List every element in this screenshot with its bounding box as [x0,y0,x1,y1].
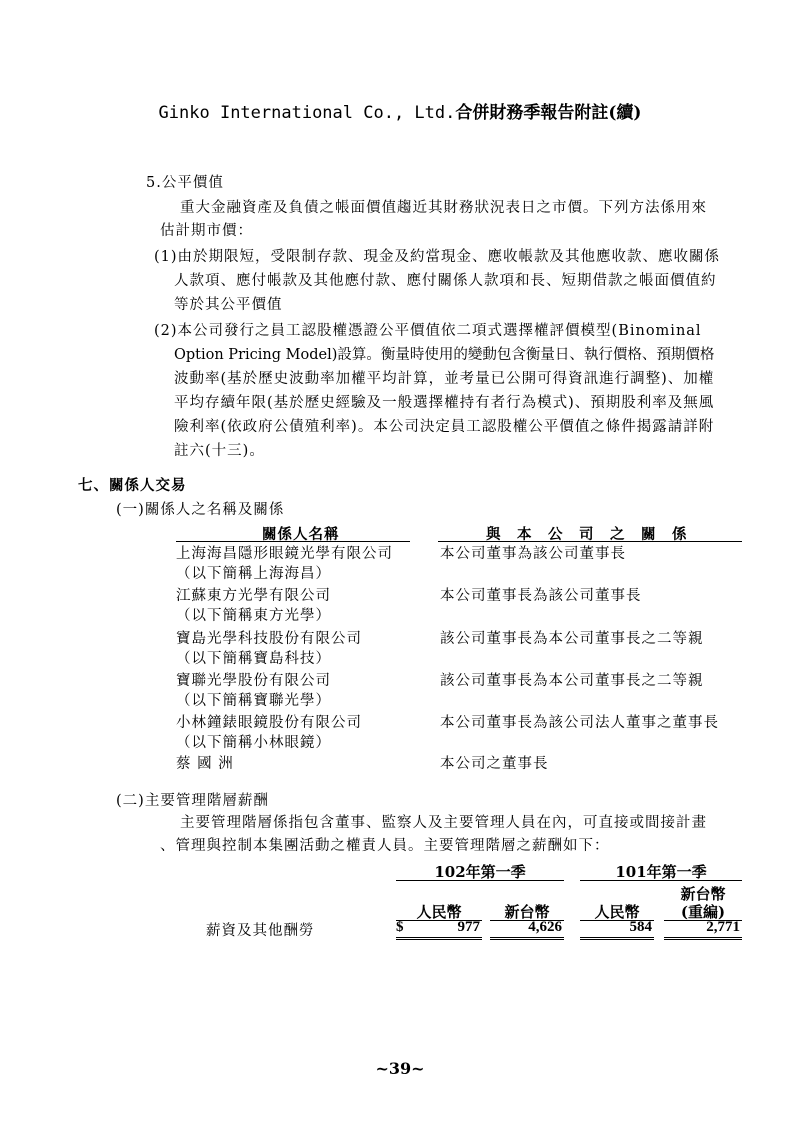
compensation-text-1: 主要管理階層係指包含董事、監察人及主要管理人員在內，可直接或間接計畫 [180,815,707,831]
related-party-name: 寶島光學科技股份有限公司 [176,631,362,647]
value-rmb-2013: 977 [457,919,480,935]
period-rule-1 [396,880,564,881]
col-header-ntd-restated-2: (重編) [680,903,726,921]
period-header-2013q1: 102年第一季 [434,863,526,881]
related-party-relation: 該公司董事長為本公司董事長之二等親 [440,631,704,647]
related-party-subheading: (一)關係人之名稱及關係 [116,502,285,518]
item1-line-1: (1)由於期限短，受限制存款、現金及約當現金、應收帳款及其他應收款、應收關係 [154,249,721,265]
col-header-name: 關係人名稱 [262,526,340,543]
col-header-rmb-1: 人民幣 [416,903,462,921]
value-ntd-2013: 4,626 [528,919,562,935]
currency-symbol: $ [396,919,404,935]
compensation-subheading: (二)主要管理階層薪酬 [116,793,269,809]
related-party-relation: 本公司之董事長 [440,756,549,772]
item2-line-6: 註六(十三)。 [174,443,265,459]
total-rule-2 [490,937,564,940]
col-header-relation: 與 本 公 司 之 關 係 [486,526,688,543]
related-party-relation: 本公司董事為該公司董事長 [440,546,626,562]
compensation-row-label: 薪資及其他酬勞 [206,923,315,939]
item1-line-2: 人款項、應付帳款及其他應付款、應付關係人款項和長、短期借款之帳面價值約 [174,273,717,289]
related-party-alias: （以下簡稱東方光學） [176,608,331,624]
item2-line-5: 險利率(依政府公債殖利率)。本公司決定員工認股權公平價值之條件揭露請詳附 [174,419,715,435]
col-header-ntd-restated-1: 新台幣 [680,885,726,903]
related-party-name: 寶聯光學股份有限公司 [176,673,331,689]
related-party-relation: 本公司董事長為該公司董事長 [440,588,642,604]
related-party-alias: （以下簡稱寶聯光學） [176,693,331,709]
fair-value-heading: 5.公平價值 [146,175,224,191]
page-header [0,98,800,123]
value-rmb-2012: 584 [629,919,652,935]
item2-line-4: 平均存續年限(基於歷史經驗及一般選擇權持有者行為模式)、預期股利率及無風 [174,395,715,411]
related-party-heading: 七、關係人交易 [78,477,187,494]
fair-value-intro-1: 重大金融資產及負債之帳面價值趨近其財務狀況表日之市價。下列方法係用來 [180,200,707,216]
compensation-text-2: 、管理與控制本集團活動之權責人員。主要管理階層之薪酬如下： [160,838,610,854]
report-title: 合併財務季報告附註(續) [455,103,642,123]
item1-line-3: 等於其公平價值 [174,297,283,313]
total-rule-4 [664,937,742,940]
related-party-name: 上海海昌隱形眼鏡光學有限公司 [176,546,393,562]
period-rule-2 [580,880,742,881]
related-party-alias: （以下簡稱寶島科技） [176,651,331,667]
related-party-alias: （以下簡稱小林眼鏡） [176,735,331,751]
item2-line-1: (2)本公司發行之員工認股權憑證公平價值依二項式選擇權評價模型(Binominal [154,323,702,339]
col-header-ntd-1: 新台幣 [504,903,550,921]
total-rule-1 [396,937,482,940]
related-party-relation: 本公司董事長為該公司法人董事之董事長 [440,715,719,731]
related-party-name: 小林鐘錶眼鏡股份有限公司 [176,715,362,731]
related-party-name: 江蘇東方光學有限公司 [176,588,331,604]
fair-value-intro-2: 估計期市價： [160,223,253,239]
value-ntd-2012-restated: 2,771 [706,919,740,935]
related-party-relation: 該公司董事長為本公司董事長之二等親 [440,673,704,689]
related-party-name: 蔡 國 洲 [176,756,234,772]
page-number: ~39~ [375,1059,425,1078]
company-name: Ginko International Co., Ltd. [158,103,456,123]
col-header-rmb-2: 人民幣 [594,903,640,921]
related-party-alias: （以下簡稱上海海昌） [176,566,331,582]
item2-line-2: Option Pricing Model)設算。衡量時使用的變動包含衡量日、執行價格、預期價格 [174,347,715,363]
item2-line-3: 波動率(基於歷史波動率加權平均計算，並考量已公開可得資訊進行調整)、加權 [174,371,715,387]
period-header-2012q1: 101年第一季 [615,863,707,881]
total-rule-3 [580,937,654,940]
